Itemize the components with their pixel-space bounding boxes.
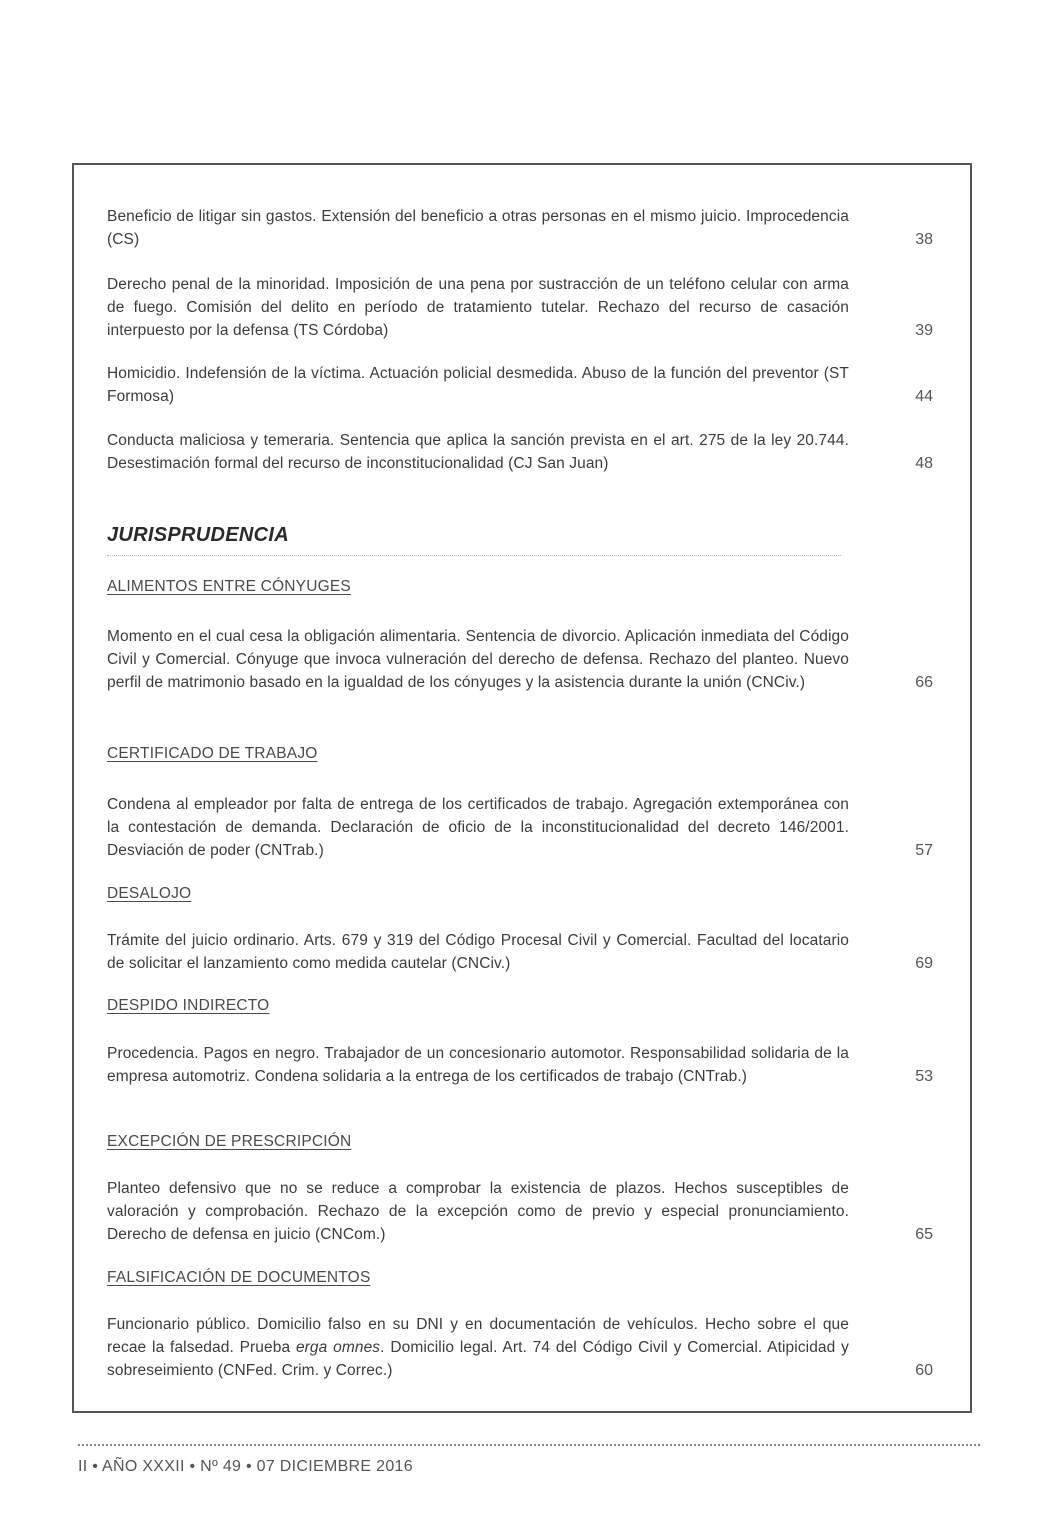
entry-text-italic: erga omnes	[295, 1339, 381, 1356]
entry-page-number: 39	[915, 322, 933, 339]
entry-page-number: 66	[915, 674, 933, 691]
entry-page-number: 57	[915, 842, 933, 859]
index-entry[interactable]	[107, 273, 933, 342]
entry-text: Trámite del juicio ordinario. Arts. 679 y 319 del Código Procesal Civil y Comercial. Facultad del locatario de solicitar el lanzamiento como medida cautelar (CNCiv.)	[107, 932, 849, 972]
footer-divider	[78, 1444, 980, 1446]
entry-text: Condena al empleador por falta de entrega de los certificados de trabajo. Agregación extemporánea con la contestación de demanda. Declaración de oficio de la inconstitucionalidad del decreto 146/2001. Desviación de poder (CNTrab.)	[107, 796, 849, 859]
entry-text: Beneficio de litigar sin gastos. Extensión del beneficio a otras personas en el mismo juicio. Improcedencia (CS)	[107, 208, 849, 248]
page-footer: II • AÑO XXXII • Nº 49 • 07 DICIEMBRE 2016	[78, 1458, 413, 1475]
index-entry[interactable]	[107, 1177, 933, 1246]
index-entry[interactable]	[107, 929, 933, 975]
category-heading[interactable]: FALSIFICACIÓN DE DOCUMENTOS	[107, 1269, 371, 1286]
entry-text: Homicidio. Indefensión de la víctima. Actuación policial desmedida. Abuso de la función del preventor (ST Formosa)	[107, 365, 849, 405]
category-heading[interactable]: CERTIFICADO DE TRABAJO	[107, 745, 318, 762]
entry-text: Conducta maliciosa y temeraria. Sentencia que aplica la sanción prevista en el art. 275 de la ley 20.744. Desestimación formal del recurso de inconstitucionalidad (CJ San Juan)	[107, 432, 849, 472]
index-entry[interactable]	[107, 362, 933, 408]
entry-page-number: 60	[915, 1362, 933, 1379]
index-entry[interactable]	[107, 1042, 933, 1088]
index-entry[interactable]	[107, 625, 933, 694]
entry-page-number: 38	[915, 231, 933, 248]
category-heading[interactable]: DESPIDO INDIRECTO	[107, 997, 270, 1014]
index-entry[interactable]	[107, 1313, 933, 1382]
entry-text	[107, 1313, 849, 1382]
entry-page-number: 48	[915, 455, 933, 472]
entry-text: Derecho penal de la minoridad. Imposición de una pena por sustracción de un teléfono celular con arma de fuego. Comisión del delito en período de tratamiento tutelar. Rechazo del recurso de casación interpuesto por la defensa (TS Córdoba)	[107, 276, 849, 339]
entry-text: Momento en el cual cesa la obligación alimentaria. Sentencia de divorcio. Aplicación inmediata del Código Civil y Comercial. Cónyuge que invoca vulneración del derecho de defensa. Rechazo del planteo. Nuevo perfil de matrimonio basado en la igualdad de los cónyuges y la asistencia durante la unión (CNCiv.)	[107, 628, 849, 691]
entry-page-number: 53	[915, 1068, 933, 1085]
category-heading[interactable]: EXCEPCIÓN DE PRESCRIPCIÓN	[107, 1133, 352, 1150]
entry-text: Procedencia. Pagos en negro. Trabajador de un concesionario automotor. Responsabilidad solidaria de la empresa automotriz. Condena solidaria a la entrega de los certificados de trabajo (CNTrab.)	[107, 1045, 849, 1085]
section-divider	[107, 555, 841, 556]
entry-page-number: 65	[915, 1226, 933, 1243]
section-title: JURISPRUDENCIA	[107, 524, 290, 546]
entry-text-part: . Domicilio legal. Art. 74 del Código Civil y Comercial. Atipicidad y sobreseimiento (CNFed. Crim. y Correc.)	[107, 1339, 849, 1379]
entry-text-part: Funcionario público. Domicilio falso en su DNI y en documentación de vehículos. Hecho sobre el que recae la falsedad. Prueba	[107, 1316, 849, 1356]
entry-page-number: 44	[915, 388, 933, 405]
index-entry[interactable]	[107, 793, 933, 862]
entry-page-number: 69	[915, 955, 933, 972]
category-heading[interactable]: ALIMENTOS ENTRE CÓNYUGES	[107, 578, 351, 595]
category-heading[interactable]: DESALOJO	[107, 885, 192, 902]
index-entry[interactable]	[107, 429, 933, 475]
index-entry[interactable]	[107, 205, 933, 251]
entry-text: Planteo defensivo que no se reduce a comprobar la existencia de plazos. Hechos susceptibles de valoración y comprobación. Rechazo de la excepción como de previo y especial pronunciamiento. Derecho de defensa en juicio (CNCom.)	[107, 1180, 849, 1243]
